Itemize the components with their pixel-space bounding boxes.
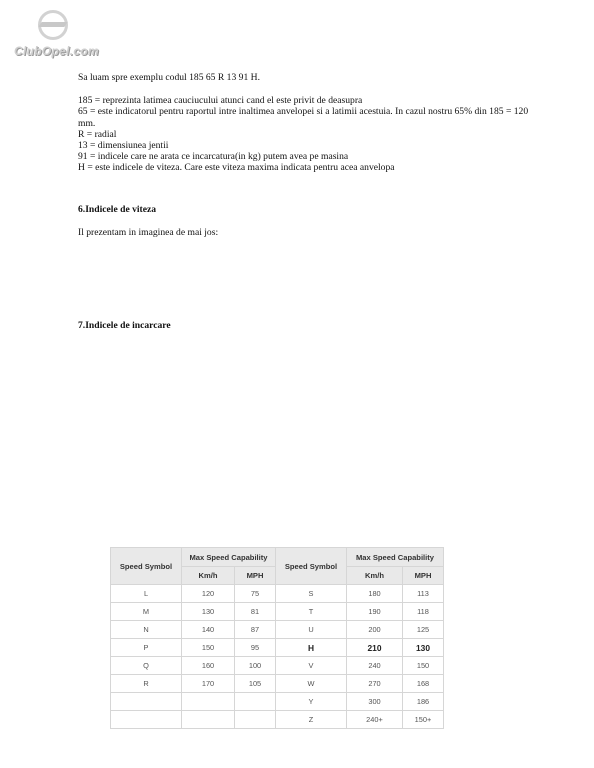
definitions-list: [78, 95, 538, 173]
right-symbol-highlight: H: [276, 639, 347, 657]
table-row: [111, 657, 444, 675]
left-mph: 100: [235, 657, 276, 675]
right-kmh: 200: [347, 621, 403, 639]
left-kmh: [182, 711, 235, 729]
header-max-speed: Max Speed Capability: [182, 548, 276, 567]
right-kmh-highlight: 210: [347, 639, 403, 657]
speed-index-table: [110, 547, 444, 729]
right-mph-highlight: 130: [403, 639, 444, 657]
left-symbol: [111, 711, 182, 729]
right-symbol: T: [276, 603, 347, 621]
header-mph: MPH: [235, 567, 276, 585]
left-kmh: 160: [182, 657, 235, 675]
left-symbol: L: [111, 585, 182, 603]
right-mph: 186: [403, 693, 444, 711]
definition-item: 13 = dimensiunea jentii: [78, 140, 169, 152]
definition-item: 91 = indicele care ne arata ce incarcatura(in kg) putem avea pe masina: [78, 151, 349, 163]
table-row: [111, 711, 444, 729]
left-symbol: M: [111, 603, 182, 621]
left-mph: [235, 693, 276, 711]
table-row: [111, 621, 444, 639]
right-symbol: W: [276, 675, 347, 693]
right-mph: 150: [403, 657, 444, 675]
left-kmh: [182, 693, 235, 711]
left-kmh: 150: [182, 639, 235, 657]
left-symbol: P: [111, 639, 182, 657]
left-symbol: N: [111, 621, 182, 639]
definition-item: R = radial: [78, 128, 117, 140]
right-mph: 113: [403, 585, 444, 603]
right-kmh: 270: [347, 675, 403, 693]
left-mph: 81: [235, 603, 276, 621]
definition-item: 65 = este indicatorul pentru raportul intre inaltimea anvelopei si a latimii acestuia. In cazul nostru 65% din 185 = 120 mm.: [78, 106, 529, 129]
right-symbol: Z: [276, 711, 347, 729]
section-6-text: Il prezentam in imaginea de mai jos:: [78, 227, 219, 238]
right-mph: 150+: [403, 711, 444, 729]
opel-bolt-icon: [38, 22, 68, 27]
intro-paragraph: Sa luam spre exemplu codul 185 65 R 13 91 H.: [78, 72, 260, 83]
table-row: [111, 585, 444, 603]
right-symbol: U: [276, 621, 347, 639]
header-mph: MPH: [403, 567, 444, 585]
header-kmh: Km/h: [182, 567, 235, 585]
left-mph: 87: [235, 621, 276, 639]
left-mph: 105: [235, 675, 276, 693]
right-symbol: S: [276, 585, 347, 603]
left-symbol: Q: [111, 657, 182, 675]
left-mph: [235, 711, 276, 729]
left-symbol: R: [111, 675, 182, 693]
right-symbol: V: [276, 657, 347, 675]
right-kmh: 190: [347, 603, 403, 621]
table-row: [111, 693, 444, 711]
right-mph: 118: [403, 603, 444, 621]
right-kmh: 240: [347, 657, 403, 675]
left-mph: 75: [235, 585, 276, 603]
left-kmh: 170: [182, 675, 235, 693]
definition-item: H = este indicele de viteza. Care este viteza maxima indicata pentru acea anvelopa: [78, 162, 395, 174]
right-kmh: 300: [347, 693, 403, 711]
header-kmh: Km/h: [347, 567, 403, 585]
table-row: [111, 675, 444, 693]
right-kmh: 180: [347, 585, 403, 603]
document-body: [78, 72, 538, 174]
table-row: [111, 639, 444, 657]
header-speed-symbol: Speed Symbol: [111, 548, 182, 585]
right-mph: 125: [403, 621, 444, 639]
right-symbol: Y: [276, 693, 347, 711]
left-kmh: 140: [182, 621, 235, 639]
header-max-speed: Max Speed Capability: [347, 548, 444, 567]
section-7-heading: 7.Indicele de incarcare: [78, 320, 171, 331]
right-mph: 168: [403, 675, 444, 693]
left-kmh: 130: [182, 603, 235, 621]
left-kmh: 120: [182, 585, 235, 603]
table-row: [111, 603, 444, 621]
header-speed-symbol: Speed Symbol: [276, 548, 347, 585]
left-symbol: [111, 693, 182, 711]
definition-item: 185 = reprezinta latimea cauciucului atunci cand el este privit de deasupra: [78, 95, 363, 107]
right-kmh: 240+: [347, 711, 403, 729]
section-6-heading: 6.Indicele de viteza: [78, 204, 157, 215]
clubopel-logo: [12, 8, 122, 64]
logo-text: ClubOpel.com: [14, 44, 99, 58]
left-mph: 95: [235, 639, 276, 657]
